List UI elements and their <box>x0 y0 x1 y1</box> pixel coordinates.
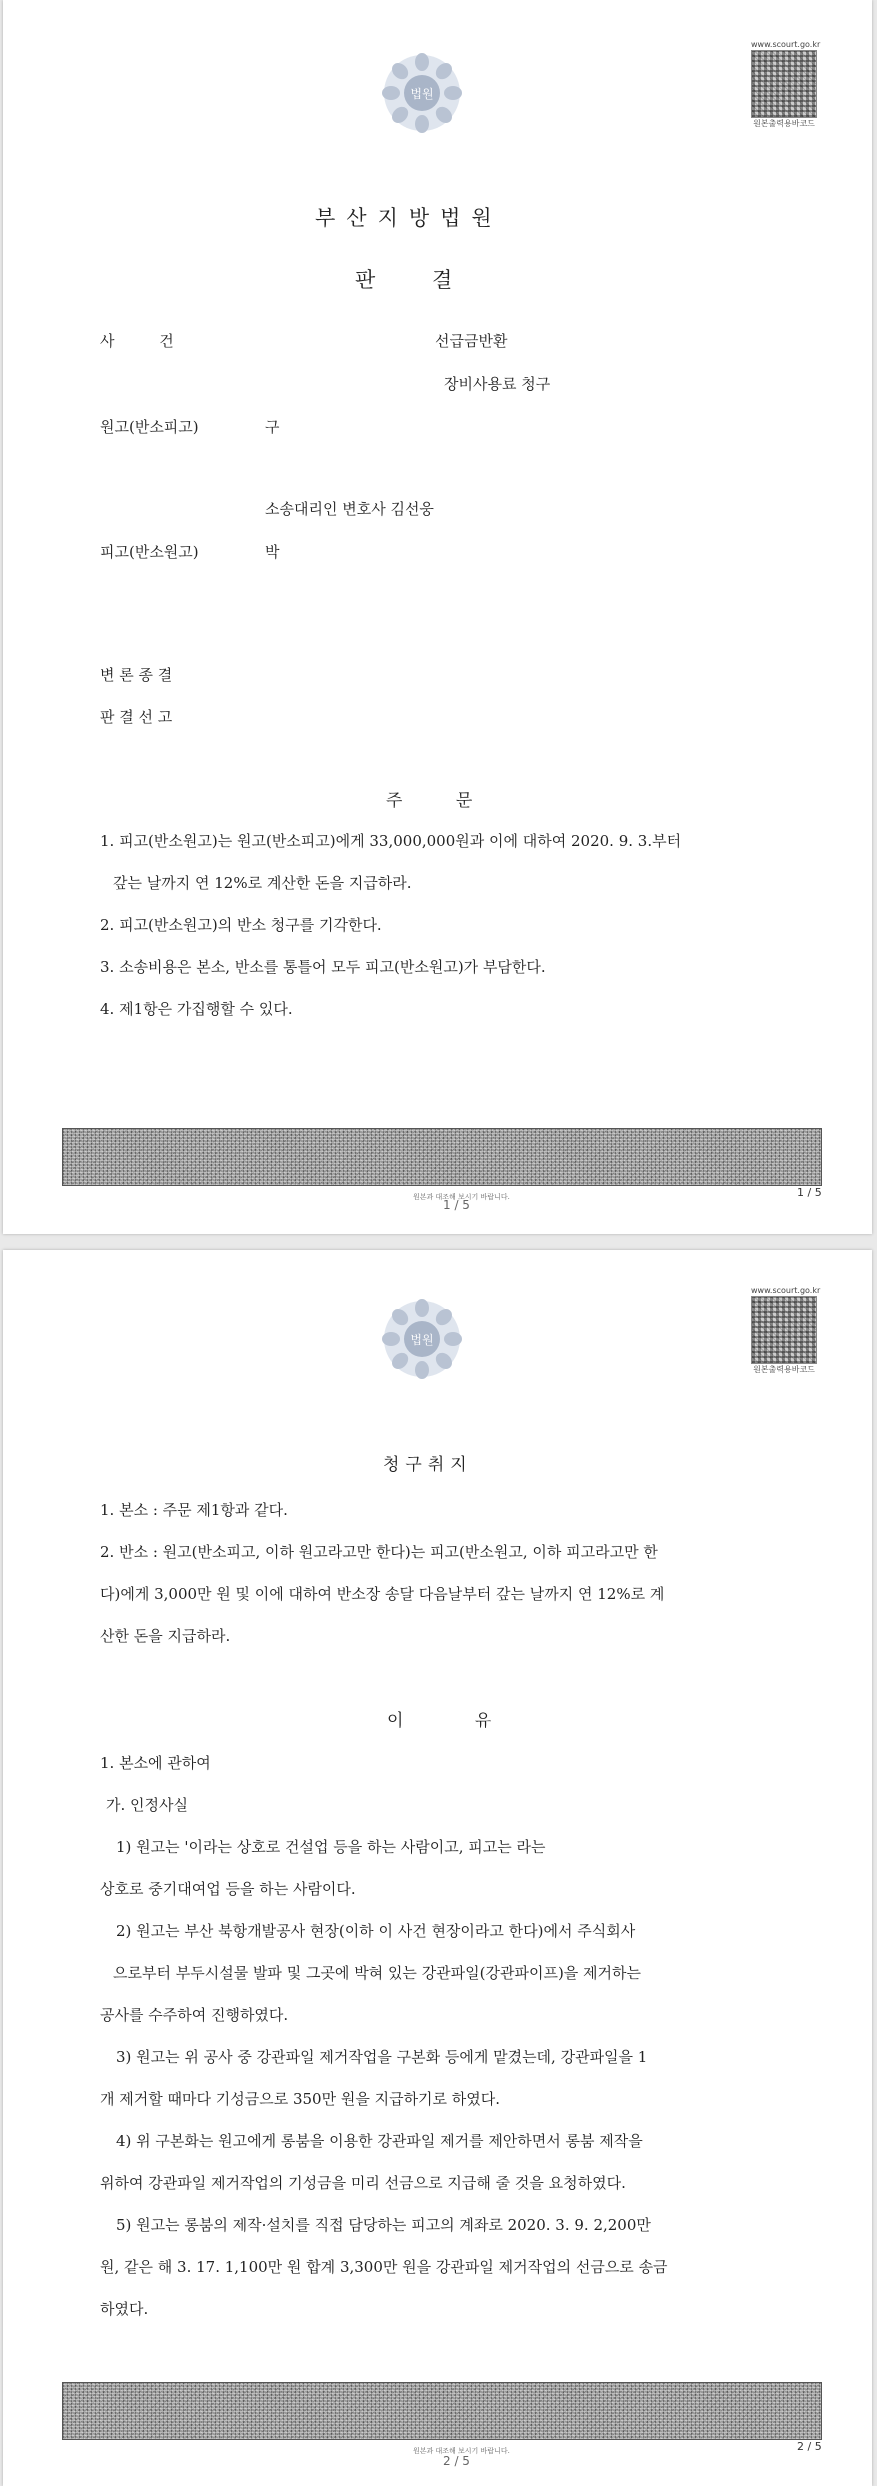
document-page-1 <box>3 0 872 1234</box>
defendant-value: 박 <box>265 543 280 561</box>
order-heading: 주 문 <box>386 791 473 811</box>
page-number: 1 / 5 <box>797 1186 822 1199</box>
case-name-2: 장비사용료 청구 <box>444 375 551 393</box>
barcode-url: www.scourt.go.kr <box>751 40 821 49</box>
judgment-label: 판 결 선 고 <box>100 708 173 726</box>
reason-line: 4) 위 구본화는 원고에게 롱붐을 이용한 강관파일 제거를 제안하면서 롱붐 제작을 <box>116 2132 643 2150</box>
court-name: 부산지방법원 <box>315 206 503 230</box>
section-heading: 1. 본소에 관하여 <box>100 1754 211 1772</box>
barcode-caption: 원본출력용바코드 <box>753 119 815 128</box>
reason-line: 1) 원고는 '이라는 상호로 건설업 등을 하는 사람이고, 피고는 라는 <box>116 1838 546 1856</box>
order-item: 4. 제1항은 가집행할 수 있다. <box>100 1000 293 1018</box>
footer-note: 원본과 대조해 보시기 바랍니다. <box>413 1193 510 1201</box>
barcode-caption: 원본출력용바코드 <box>753 1365 815 1374</box>
reason-line: 상호로 중기대여업 등을 하는 사람이다. <box>100 1880 356 1898</box>
claim-item: 산한 돈을 지급하라. <box>100 1627 231 1645</box>
document-title: 판 결 <box>355 268 453 292</box>
plaintiff-value: 구 <box>265 418 280 436</box>
security-pattern-band <box>62 2382 822 2440</box>
plaintiff-label: 원고(반소피고) <box>100 418 199 436</box>
order-item: 3. 소송비용은 본소, 반소를 통틀어 모두 피고(반소원고)가 부담한다. <box>100 958 546 976</box>
claim-item: 2. 반소 : 원고(반소피고, 이하 원고라고만 한다)는 피고(반소원고, 이하 피고라고만 한 <box>100 1543 658 1561</box>
qr-code-icon <box>751 50 817 118</box>
court-emblem-icon <box>381 1298 463 1380</box>
page-number-center: 1 / 5 <box>443 1198 470 1212</box>
court-emblem-icon <box>381 52 463 134</box>
claim-heading: 청구취지 <box>383 1455 473 1475</box>
order-item: 1. 피고(반소원고)는 원고(반소피고)에게 33,000,000원과 이에 대하여 2020. 9. 3.부터 <box>100 832 682 850</box>
order-item: 2. 피고(반소원고)의 반소 청구를 기각한다. <box>100 916 382 934</box>
emblem-text: 법원 <box>410 87 434 101</box>
emblem-text: 법원 <box>410 1333 434 1347</box>
barcode-url: www.scourt.go.kr <box>751 1286 821 1295</box>
original-barcode <box>751 40 821 130</box>
reason-line: 5) 원고는 롱붐의 제작·설치를 직접 담당하는 피고의 계좌로 2020. 3. 9. 2,200만 <box>116 2216 651 2234</box>
footer-note: 원본과 대조해 보시기 바랍니다. <box>413 2447 510 2455</box>
page-number-center: 2 / 5 <box>443 2454 470 2468</box>
reason-heading: 이 유 <box>387 1711 492 1731</box>
attorney: 소송대리인 변호사 김선웅 <box>265 500 434 518</box>
qr-code-icon <box>751 1296 817 1364</box>
subsection-heading: 가. 인정사실 <box>106 1796 188 1814</box>
closing-label: 변 론 종 결 <box>100 666 173 684</box>
case-label: 사 건 <box>100 332 174 350</box>
reason-line: 원, 같은 해 3. 17. 1,100만 원 합계 3,300만 원을 강관파일 제거작업의 선금으로 송금 <box>100 2258 668 2276</box>
document-page-2 <box>3 1250 872 2486</box>
order-item: 갚는 날까지 연 12%로 계산한 돈을 지급하라. <box>113 874 412 892</box>
defendant-label: 피고(반소원고) <box>100 543 199 561</box>
original-barcode <box>751 1286 821 1376</box>
claim-item: 1. 본소 : 주문 제1항과 같다. <box>100 1501 288 1519</box>
page-number: 2 / 5 <box>797 2440 822 2453</box>
security-pattern-band <box>62 1128 822 1186</box>
reason-line: 2) 원고는 부산 북항개발공사 현장(이하 이 사건 현장이라고 한다)에서 주식회사 <box>116 1922 636 1940</box>
claim-item: 다)에게 3,000만 원 및 이에 대하여 반소장 송달 다음날부터 갚는 날까지 연 12%로 계 <box>100 1585 665 1603</box>
reason-line: 공사를 수주하여 진행하였다. <box>100 2006 289 2024</box>
reason-line: 으로부터 부두시설물 발파 및 그곳에 박혀 있는 강관파일(강관파이프)을 제거하는 <box>113 1964 642 1982</box>
reason-line: 3) 원고는 위 공사 중 강관파일 제거작업을 구본화 등에게 맡겼는데, 강관파일을 1 <box>116 2048 648 2066</box>
reason-line: 위하여 강관파일 제거작업의 기성금을 미리 선금으로 지급해 줄 것을 요청하였다. <box>100 2174 626 2192</box>
case-name-1: 선급금반환 <box>435 332 508 350</box>
reason-line: 하였다. <box>100 2300 149 2318</box>
reason-line: 개 제거할 때마다 기성금으로 350만 원을 지급하기로 하였다. <box>100 2090 501 2108</box>
